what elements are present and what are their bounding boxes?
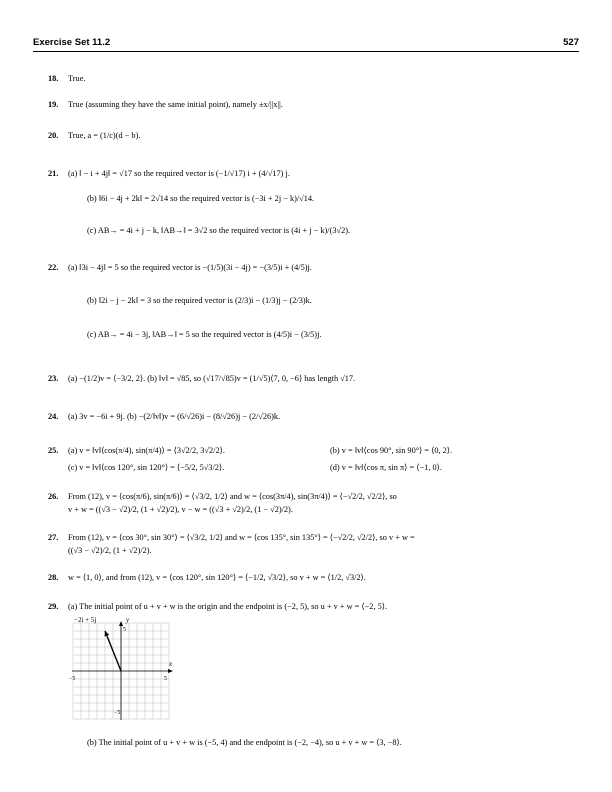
exercise-number: 18.	[48, 74, 59, 83]
exercise-22b-text: (b) ‖2i − j − 2k‖ = 3 so the required vector is (2/3)i − (1/3)j − (2/3)k.	[87, 296, 312, 305]
exercise-number: 22.	[48, 263, 59, 272]
exercise-21c-text: (c) AB→ = 4i + j − k, ‖AB→‖ = 3√2 so the required vector is (4i + j − k)/(3√2).	[87, 226, 351, 235]
exercise-25d-text: (d) v = ‖v‖⟨cos π, sin π⟩ = ⟨−1, 0⟩.	[330, 463, 442, 472]
exercise-number: 21.	[48, 169, 59, 178]
exercise-18-text: True.	[68, 74, 86, 83]
x-axis-arrowhead	[168, 669, 173, 673]
exercise-23-text: (a) −(1/2)v = ⟨−3/2, 2⟩. (b) ‖v‖ = √85, so (√17/√85)v = (1/√5)⟨7, 0, −6⟩ has length √17.	[68, 374, 356, 383]
exercise-26-line2: v + w = ((√3 − √2)/2, (1 + √2)/2), v − w = ((√3 + √2)/2, (1 − √2)/2).	[68, 505, 293, 514]
exercise-29b-text: (b) The initial point of u + v + w is (−5, 4) and the endpoint is (−2, −4), so u + v + w = ⟨3, −8⟩.	[87, 738, 402, 747]
exercise-25a-text: (a) v = ‖v‖⟨cos(π/4), sin(π/4)⟩ = ⟨3√2/2, 3√2/2⟩.	[68, 446, 225, 455]
exercise-21b-text: (b) ‖6i − 4j + 2k‖ = 2√14 so the required vector is (−3i + 2j − k)/√14.	[87, 194, 315, 203]
y-axis-label: y	[126, 616, 130, 624]
y-axis-arrowhead	[119, 621, 123, 626]
header-rule	[33, 51, 579, 52]
y-tick-label-bottom: −5	[114, 710, 121, 716]
exercise-27-line1: From (12), v = ⟨cos 30°, sin 30°⟩ = ⟨√3/2, 1/2⟩ and w = ⟨cos 135°, sin 135°⟩ = ⟨−√2/2, √2/2⟩, so v + w =	[68, 533, 415, 542]
exercise-number: 25.	[48, 446, 59, 455]
exercise-number: 27.	[48, 533, 59, 542]
exercise-number: 20.	[48, 131, 59, 140]
exercise-24-text: (a) 3v = −6i + 9j. (b) −(2/‖v‖)v = (6/√26)i − (8/√26)j − (2/√26)k.	[68, 412, 281, 421]
exercise-number: 23.	[48, 374, 59, 383]
page-header	[33, 38, 579, 50]
exercise-29a-text: (a) The initial point of u + v + w is the origin and the endpoint is (−2, 5), so u + v + w = ⟨−2, 5⟩.	[68, 602, 388, 611]
exercise-number: 28.	[48, 573, 59, 582]
exercise-25b-text: (b) v = ‖v‖⟨cos 90°, sin 90°⟩ = ⟨0, 2⟩.	[330, 446, 453, 455]
exercise-21a-text: (a) ‖ − i + 4j‖ = √17 so the required vector is (−1/√17) i + (4/√17) j.	[68, 169, 290, 178]
vector-sum-graph	[60, 614, 180, 724]
exercise-22a-text: (a) ‖3i − 4j‖ = 5 so the required vector is −(1/5)(3i − 4j) = −(3/5)i + (4/5)j.	[68, 263, 312, 272]
exercise-28-text: w = ⟨1, 0⟩, and from (12), v = ⟨cos 120°, sin 120°⟩ = ⟨−1/2, √3/2⟩, so v + w = ⟨1/2, √3/2⟩.	[68, 573, 366, 582]
exercise-number: 24.	[48, 412, 59, 421]
section-title: Exercise Set 11.2	[33, 37, 111, 48]
y-tick-label-top: 5	[123, 627, 126, 633]
x-tick-label-left: −5	[69, 676, 76, 682]
exercise-26-line1: From (12), v = ⟨cos(π/6), sin(π/6)⟩ = ⟨√3/2, 1/2⟩ and w = ⟨cos(3π/4), sin(3π/4)⟩ = ⟨−√2/2, √2/2⟩, so	[68, 492, 397, 501]
exercise-number: 19.	[48, 100, 59, 109]
x-axis-label: x	[169, 660, 173, 668]
exercise-number: 26.	[48, 492, 59, 501]
page-number: 527	[563, 37, 579, 48]
exercise-number: 29.	[48, 602, 59, 611]
vector-label: −2i + 5j	[74, 616, 97, 624]
exercise-20-text: True, a = (1/c)(d − b).	[68, 131, 141, 140]
exercise-27-line2: ((√3 − √2)/2, (1 + √2)/2).	[68, 546, 152, 555]
exercise-22c-text: (c) AB→ = 4i − 3j, ‖AB→‖ = 5 so the required vector is (4/5)i − (3/5)j.	[87, 330, 322, 339]
x-tick-label-right: 5	[164, 676, 167, 682]
exercise-25c-text: (c) v = ‖v‖⟨cos 120°, sin 120°⟩ = ⟨−5/2, 5√3/2⟩.	[68, 463, 225, 472]
exercise-19-text: True (assuming they have the same initial point), namely ±x/||x||.	[68, 100, 283, 109]
